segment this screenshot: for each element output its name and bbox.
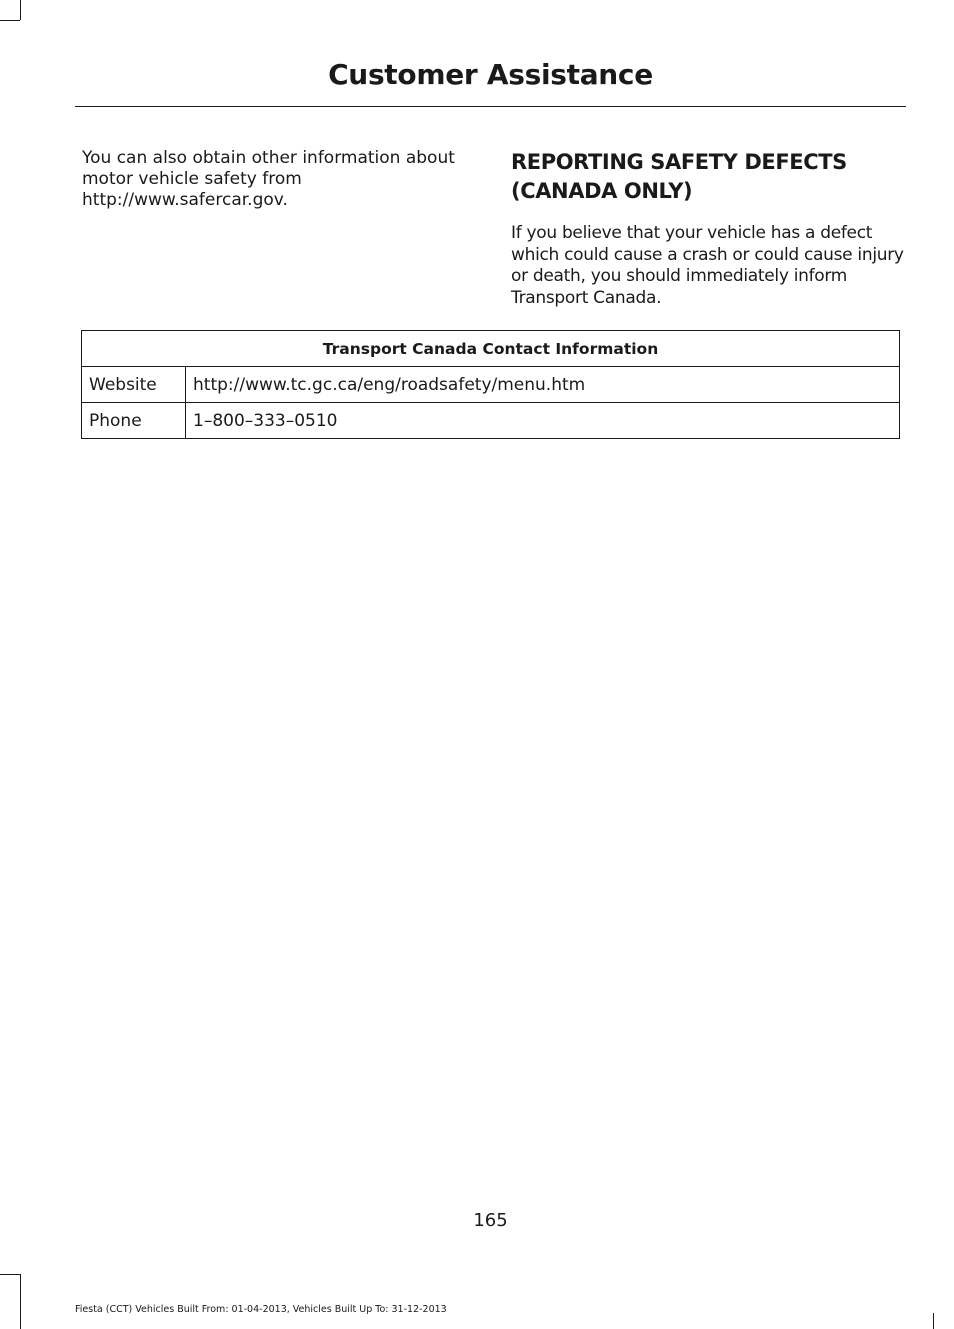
page-title: Customer Assistance [328,58,653,91]
table-header-row [82,331,900,367]
crop-mark-bottom-left-vertical [20,1274,21,1329]
footer-vehicle-info: Fiesta (CCT) Vehicles Built From: 01-04-2013, Vehicles Built Up To: 31-12-2013 [75,1304,447,1315]
section-heading: REPORTING SAFETY DEFECTS (CANADA ONLY) [511,150,847,203]
safercar-paragraph: You can also obtain other information about motor vehicle safety from http://www.safercar.gov. [82,148,455,210]
page-number: 165 [473,1210,508,1231]
table-cell-label: Website [82,367,186,403]
crop-mark-top-left-horizontal [0,20,20,21]
title-divider [75,106,906,107]
table-row-website [82,367,900,403]
contact-table [81,330,900,439]
crop-mark-bottom-right-vertical [933,1313,934,1329]
phone-value: 1–800–333–0510 [186,403,900,439]
table-title: Transport Canada Contact Information [82,331,900,367]
crop-mark-top-left-vertical [20,0,21,20]
table-row-phone [82,403,900,439]
defect-paragraph: If you believe that your vehicle has a defect which could cause a crash or could cause injury or death, you should immediately inform Transport Canada. [511,223,904,308]
website-value: http://www.tc.gc.ca/eng/roadsafety/menu.htm [186,367,900,403]
table-cell-label: Phone [82,403,186,439]
crop-mark-bottom-left-horizontal [0,1274,20,1275]
